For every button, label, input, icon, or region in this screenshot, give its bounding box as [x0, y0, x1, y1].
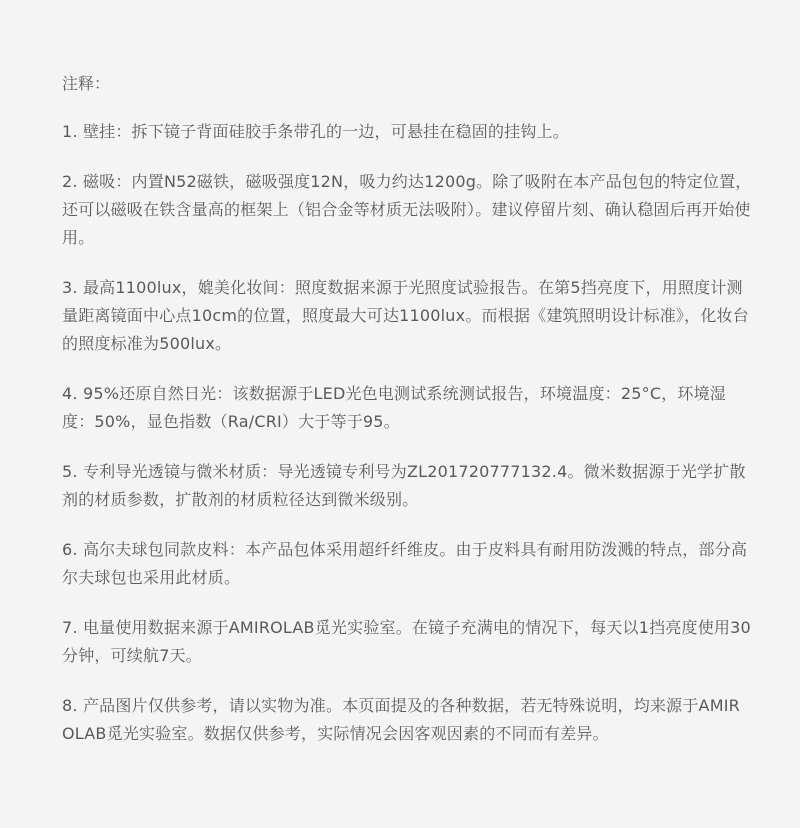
note-item-5: 5. 专利导光透镜与微米材质：导光透镜专利号为ZL201720777132.4。微米数据源于光学扩散剂的材质参数，扩散剂的材质粒径达到微米级别。	[62, 462, 746, 509]
note-item-3: 3. 最高1100lux，媲美化妆间：照度数据来源于光照度试验报告。在第5挡亮度下，用照度计测量距离镜面中心点10cm的位置，照度最大可达1100lux。而根据《建筑照明设计标准》，化妆台的照度标准为500lux。	[62, 278, 749, 353]
note-item-8: 8. 产品图片仅供参考，请以实物为准。本页面提及的各种数据，若无特殊说明，均来源于AMIROLAB觅光实验室。数据仅供参考，实际情况会因客观因素的不同而有差异。	[62, 696, 740, 743]
notes-title: 注释：	[62, 74, 111, 93]
note-item-1: 1. 壁挂：拆下镜子背面硅胶手条带孔的一边，可悬挂在稳固的挂钩上。	[62, 122, 569, 141]
notes-section	[62, 70, 752, 770]
note-item-6: 6. 高尔夫球包同款皮料：本产品包体采用超纤纤维皮。由于皮料具有耐用防泼溅的特点，部分高尔夫球包也采用此材质。	[62, 540, 748, 587]
note-item-4: 4. 95%还原自然日光：该数据源于LED光色电测试系统测试报告，环境温度：25°C，环境湿度：50%，显色指数（Ra/CRI）大于等于95。	[62, 384, 726, 431]
note-item-7: 7. 电量使用数据来源于AMIROLAB觅光实验室。在镜子充满电的情况下，每天以1挡亮度使用30分钟，可续航7天。	[62, 618, 751, 665]
note-item-2: 2. 磁吸：内置N52磁铁，磁吸强度12N，吸力约达1200g。除了吸附在本产品包包的特定位置，还可以磁吸在铁含量高的框架上（铝合金等材质无法吸附）。建议停留片刻、确认稳固后再开始使用。	[62, 172, 752, 247]
